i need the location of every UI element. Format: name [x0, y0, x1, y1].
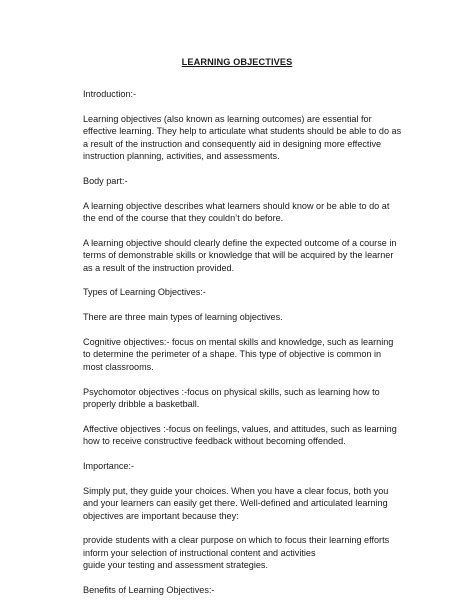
- body-heading: Body part:-: [83, 175, 128, 186]
- importance-heading: Importance:-: [83, 461, 135, 472]
- document-title: LEARNING OBJECTIVES: [181, 57, 293, 67]
- benefits-heading: Benefits of Learning Objectives:-: [83, 585, 215, 596]
- intro-paragraph: Learning objectives (also known as learning outcomes) are essential for effective learning. They help to articulate what students should be able to do as a result of the instruction and consequently aid in designing more effective instruction planning, activities, and assessments.: [83, 113, 402, 162]
- types-intro: There are three main types of learning objectives.: [83, 312, 283, 323]
- psychomotor-paragraph: Psychomotor objectives :-focus on physical skills, such as learning how to properly dribble a basketball.: [83, 386, 380, 410]
- importance-paragraph: Simply put, they guide your choices. When you have a clear focus, both you and your learners can easily get there. Well-defined and articulated learning objectives are important because they:: [83, 485, 389, 521]
- importance-list-item: provide students with a clear purpose on which to focus their learning efforts: [83, 535, 390, 546]
- cognitive-paragraph: Cognitive objectives:- focus on mental skills and knowledge, such as learning to determine the perimeter of a shape. This type of objective is common in most classrooms.: [83, 337, 394, 372]
- types-heading: Types of Learning Objectives:-: [83, 287, 206, 298]
- importance-list-item: guide your testing and assessment strategies.: [83, 560, 269, 571]
- body-paragraph-1: A learning objective describes what learners should know or be able to do at the end of the course that they couldn’t do before.: [83, 200, 390, 224]
- body-paragraph-2: A learning objective should clearly define the expected outcome of a course in terms of demonstrable skills or knowledge that will be acquired by the learner as a result of the instruction provided.: [83, 237, 397, 273]
- intro-heading: Introduction:-: [83, 89, 137, 99]
- document-body: [83, 88, 403, 596]
- importance-list-item: inform your selection of instructional content and activities: [83, 547, 316, 558]
- affective-paragraph: Affective objectives :-focus on feelings, values, and attitudes, such as learning how to receive constructive feedback without becoming offended.: [83, 423, 397, 447]
